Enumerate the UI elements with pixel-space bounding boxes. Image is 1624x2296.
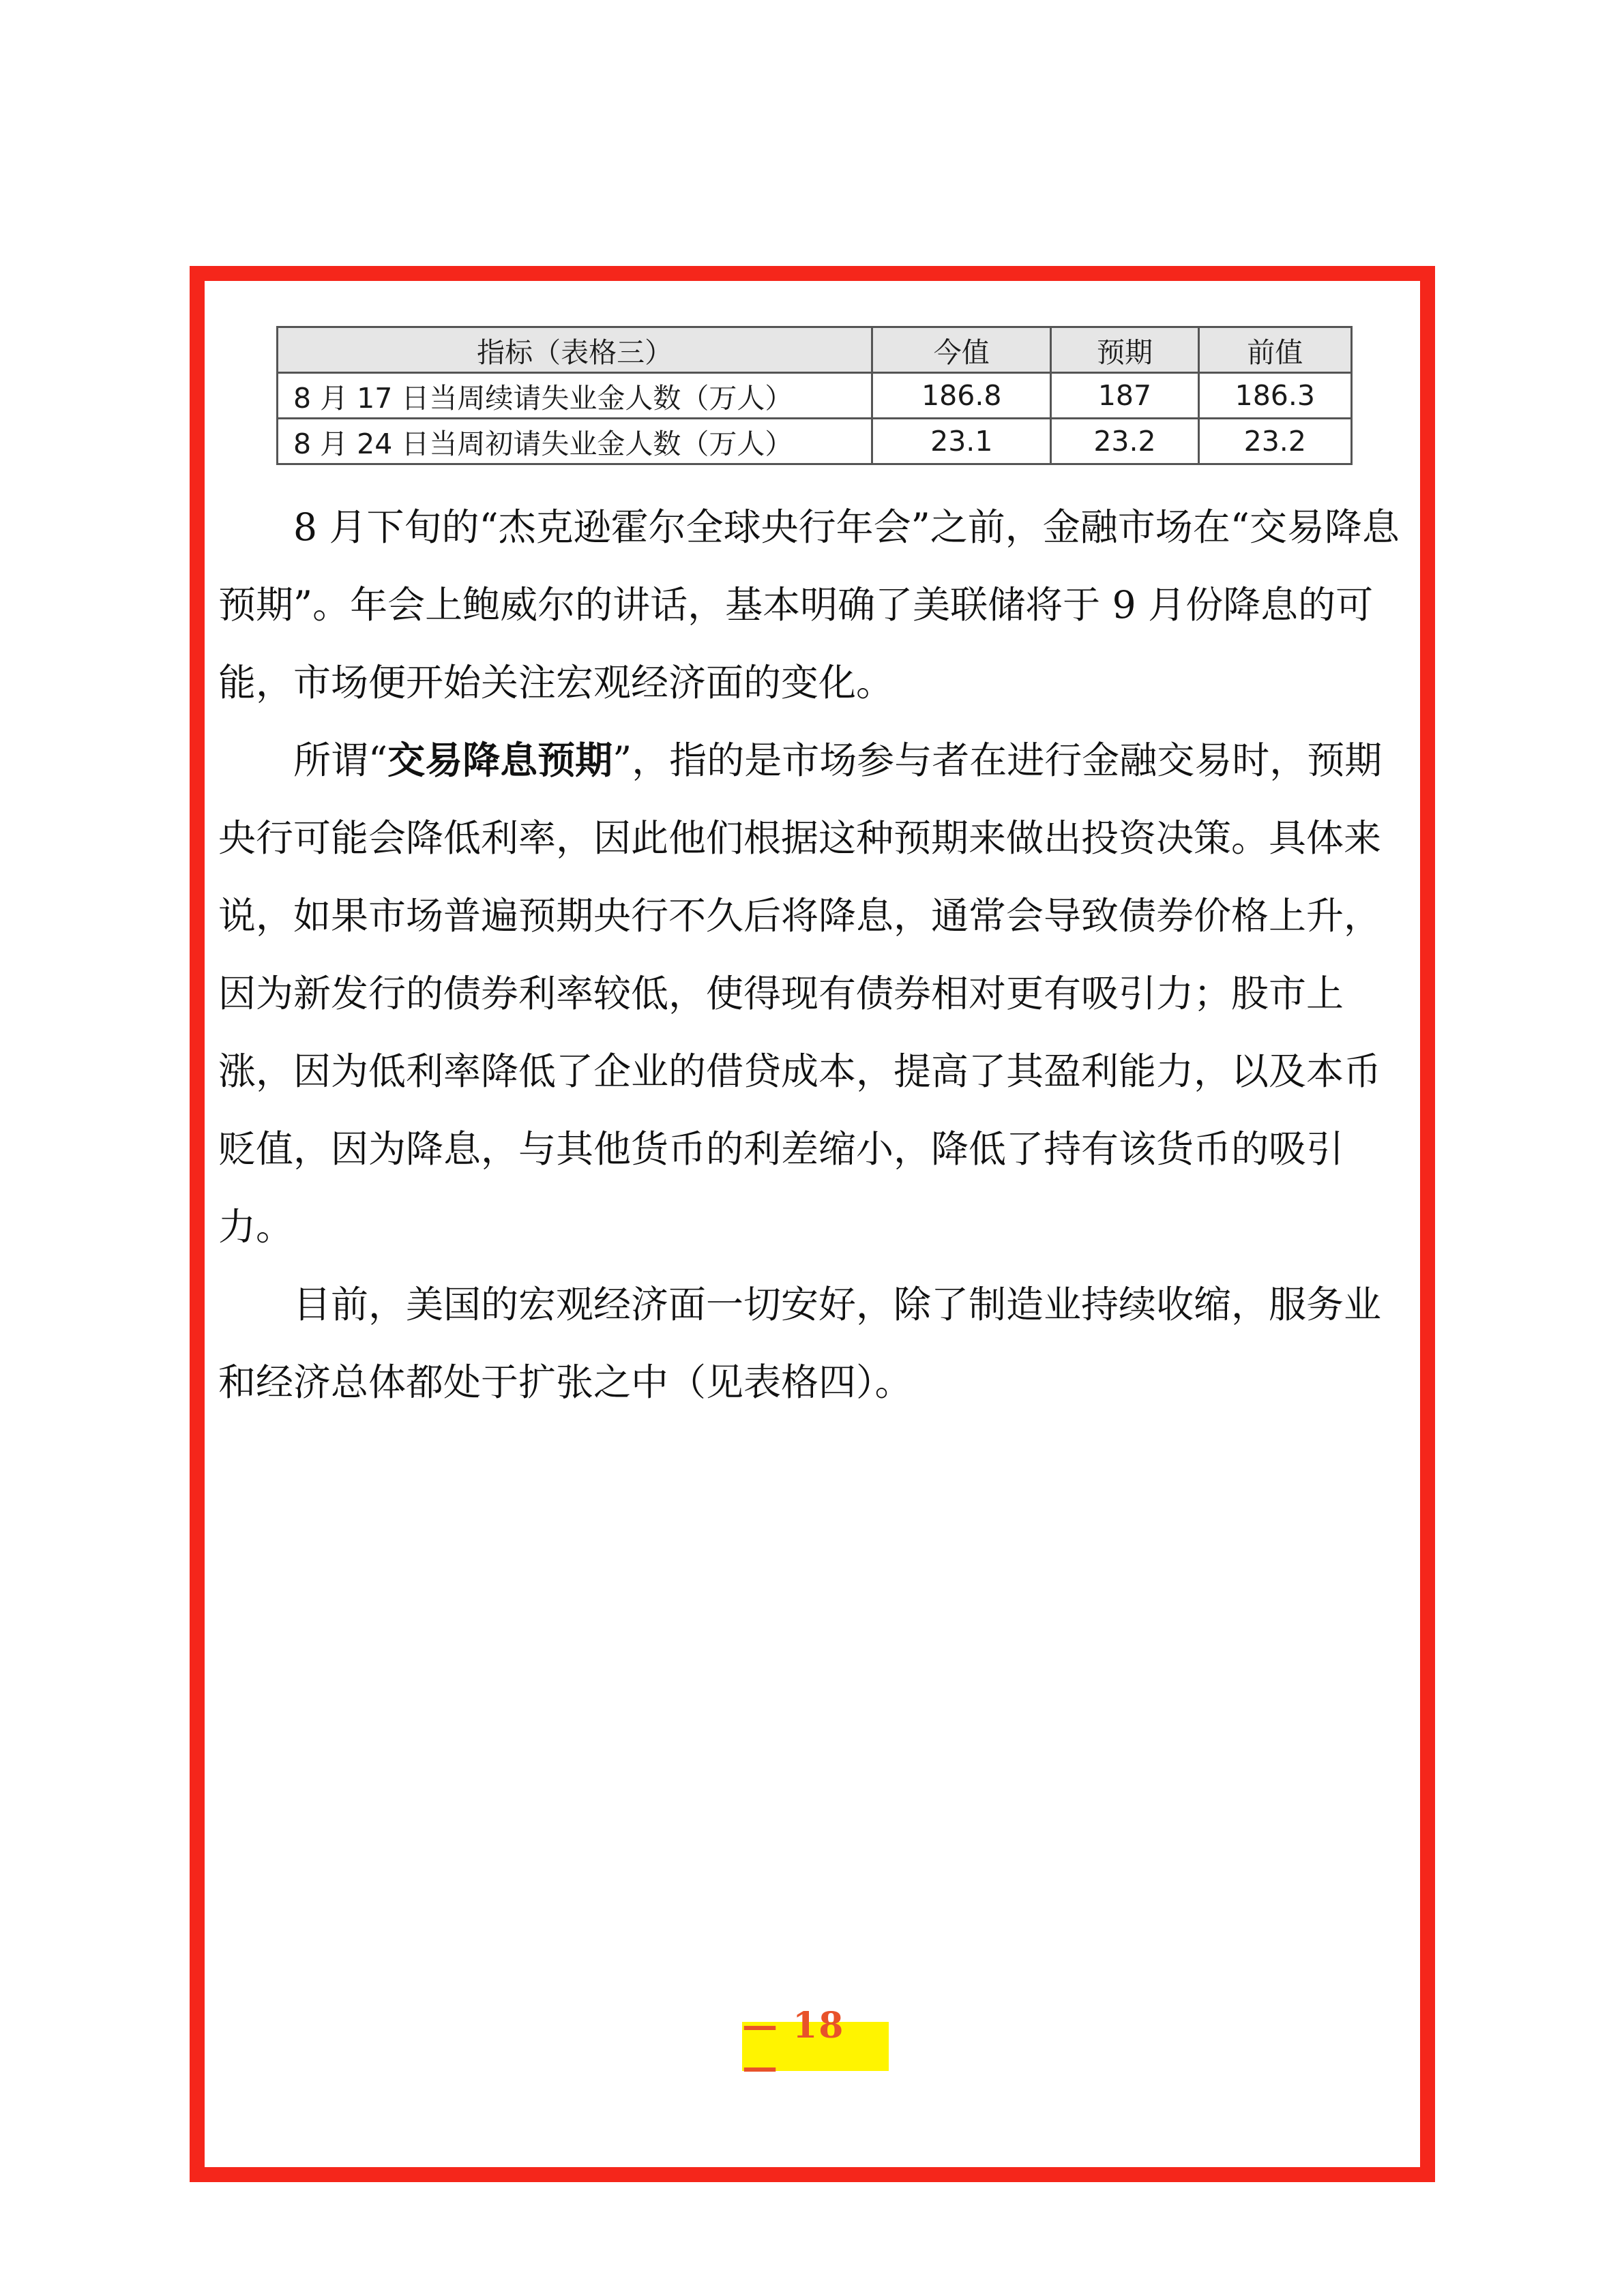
- paragraph-jackson-hole: 8 月下旬的“杰克逊霍尔全球央行年会”之前，金融市场在“交易降息预期”。年会上鲍威尔的讲话，基本明确了美联储将于 9 月份降息的可能，市场便开始关注宏观经济面的变化。: [218, 505, 1400, 704]
- paragraph-prefix: 所谓“: [293, 739, 388, 782]
- header-previous: 前值: [1198, 327, 1351, 373]
- row-current: 23.1: [872, 419, 1051, 464]
- row-current: 186.8: [872, 373, 1051, 419]
- header-indicator: 指标（表格三）: [278, 327, 872, 373]
- header-expected: 预期: [1051, 327, 1198, 373]
- row-previous: 23.2: [1198, 419, 1351, 464]
- table-header-row: [278, 327, 1352, 373]
- row-indicator: 8 月 24 日当周初请失业金人数（万人）: [278, 419, 872, 464]
- article-body: [218, 488, 1408, 1421]
- bold-term: 交易降息预期: [387, 738, 613, 782]
- row-previous: 186.3: [1198, 373, 1351, 419]
- paragraph-macro-outlook: 目前，美国的宏观经济面一切安好，除了制造业持续收缩，服务业和经济总体都处于扩张之中（见表格四）。: [218, 1283, 1382, 1404]
- paragraph-suffix: ”，指的是市场参与者在进行金融交易时，预期央行可能会降低利率，因此他们根据这种预期来做出投资决策。具体来说，如果市场普遍预期央行不久后将降息，通常会导致债券价格上升，因为新发行的债券利率较低，使得现有债券相对更有吸引力；股市上涨，因为低利率降低了企业的借贷成本，提高了其盈利能力，以及本币贬值，因为降息，与其他货币的利差缩小，降低了持有该货币的吸引力。: [218, 739, 1383, 1249]
- page-number: — 18 —: [742, 2022, 889, 2071]
- table-row: [278, 419, 1352, 464]
- indicator-table: [276, 326, 1353, 465]
- row-indicator: 8 月 17 日当周续请失业金人数（万人）: [278, 373, 872, 419]
- table-row: [278, 373, 1352, 419]
- row-expected: 187: [1051, 373, 1198, 419]
- header-current: 今值: [872, 327, 1051, 373]
- paragraph-rate-cut-trading: [218, 721, 1408, 1266]
- row-expected: 23.2: [1051, 419, 1198, 464]
